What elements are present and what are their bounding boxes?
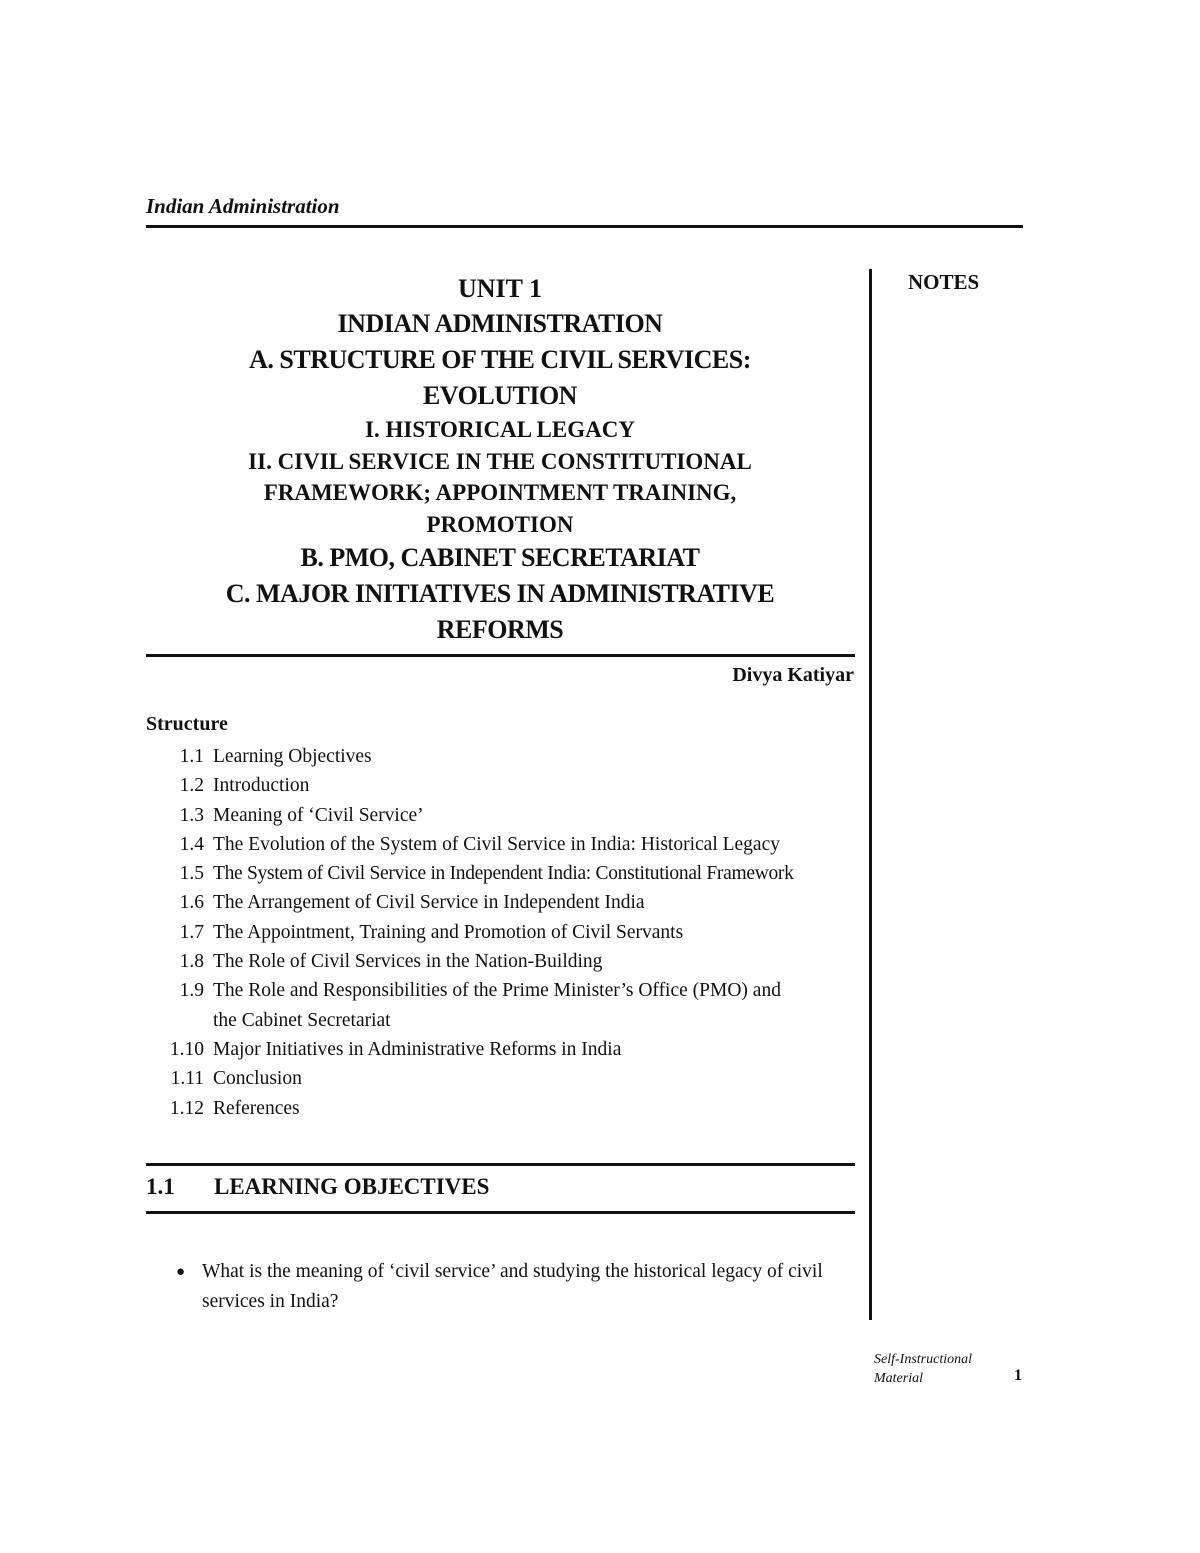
structure-item <box>146 801 866 830</box>
structure-item-text: The Role of Civil Services in the Nation-Building <box>213 951 603 973</box>
title-line: EVOLUTION <box>423 381 577 410</box>
structure-item <box>146 1094 866 1123</box>
structure-item <box>146 1064 866 1093</box>
footer-label <box>874 1350 972 1388</box>
structure-item-text: Conclusion <box>213 1068 302 1090</box>
structure-item <box>146 947 866 976</box>
structure-item-text: The Evolution of the System of Civil Service in India: Historical Legacy <box>213 833 780 855</box>
structure-item-number: 1.5 <box>179 863 204 885</box>
structure-item <box>146 771 866 800</box>
footer-label-line: Self-Instructional <box>874 1352 972 1367</box>
structure-item-number: 1.8 <box>179 951 204 973</box>
title-rule <box>146 654 855 657</box>
structure-item-number: 1.10 <box>169 1038 204 1060</box>
structure-item-text: References <box>213 1097 300 1119</box>
structure-item-text: The Arrangement of Civil Service in Independent India <box>213 892 645 914</box>
bullet-icon: ● <box>176 1264 186 1280</box>
title-line: II. CIVIL SERVICE IN THE CONSTITUTIONAL <box>248 448 752 474</box>
structure-item-text: The Appointment, Training and Promotion of Civil Servants <box>213 921 684 943</box>
title-line: INDIAN ADMINISTRATION <box>337 309 663 338</box>
structure-item-text: The System of Civil Service in Independent India: Constitutional Framework <box>213 863 794 885</box>
structure-item-text: Introduction <box>213 775 310 797</box>
title-line: B. PMO, CABINET SECRETARIAT <box>300 543 700 572</box>
structure-heading: Structure <box>146 713 228 735</box>
list-item <box>176 1257 858 1317</box>
title-line: I. HISTORICAL LEGACY <box>365 417 635 442</box>
structure-item-number: 1.12 <box>169 1097 204 1119</box>
structure-item-number: 1.7 <box>179 921 204 943</box>
objectives-list <box>176 1257 858 1317</box>
footer-label-line: Material <box>874 1371 923 1386</box>
section-title: LEARNING OBJECTIVES <box>214 1174 490 1199</box>
structure-item <box>146 976 866 1035</box>
section-heading <box>146 1174 489 1200</box>
running-title: Indian Administration <box>146 194 340 218</box>
structure-item-number: 1.9 <box>179 980 204 1002</box>
structure-item <box>146 830 866 859</box>
notes-label: NOTES <box>908 270 980 294</box>
structure-list <box>146 742 866 1123</box>
structure-item-text: Major Initiatives in Administrative Reforms in India <box>213 1038 622 1060</box>
structure-item-text: Meaning of ‘Civil Service’ <box>213 804 424 826</box>
title-line: A. STRUCTURE OF THE CIVIL SERVICES: <box>249 345 751 374</box>
title-line: FRAMEWORK; APPOINTMENT TRAINING, <box>263 480 737 505</box>
structure-item-text: Learning Objectives <box>213 746 372 767</box>
structure-item <box>146 918 866 947</box>
header-rule <box>146 225 1023 228</box>
section-number: 1.1 <box>146 1174 175 1199</box>
unit-title-block <box>146 270 854 648</box>
section-bottom-rule <box>146 1211 855 1214</box>
page-number: 1 <box>1014 1367 1022 1384</box>
objective-text: What is the meaning of ‘civil service’ and studying the historical legacy of civil services in India? <box>202 1261 823 1312</box>
structure-item-number: 1.2 <box>179 775 204 797</box>
structure-item-number: 1.4 <box>179 833 204 855</box>
author-name: Divya Katiyar <box>732 664 854 686</box>
unit-number: UNIT 1 <box>457 274 543 303</box>
structure-item-number: 1.6 <box>179 892 204 914</box>
structure-item-number: 1.3 <box>179 804 204 826</box>
title-line: C. MAJOR INITIATIVES IN ADMINISTRATIVE <box>225 579 775 608</box>
structure-item <box>146 888 866 917</box>
structure-item <box>146 742 866 771</box>
structure-item-number: 1.11 <box>170 1068 204 1090</box>
title-line: REFORMS <box>436 615 564 644</box>
margin-rule <box>869 269 872 1320</box>
structure-item-text: The Role and Responsibilities of the Prime Minister’s Office (PMO) and the Cabinet Secretariat <box>213 980 781 1031</box>
section-top-rule <box>146 1163 855 1166</box>
structure-item <box>146 859 866 888</box>
structure-item-number: 1.1 <box>179 746 204 767</box>
structure-item <box>146 1035 866 1064</box>
title-line: PROMOTION <box>426 511 574 537</box>
